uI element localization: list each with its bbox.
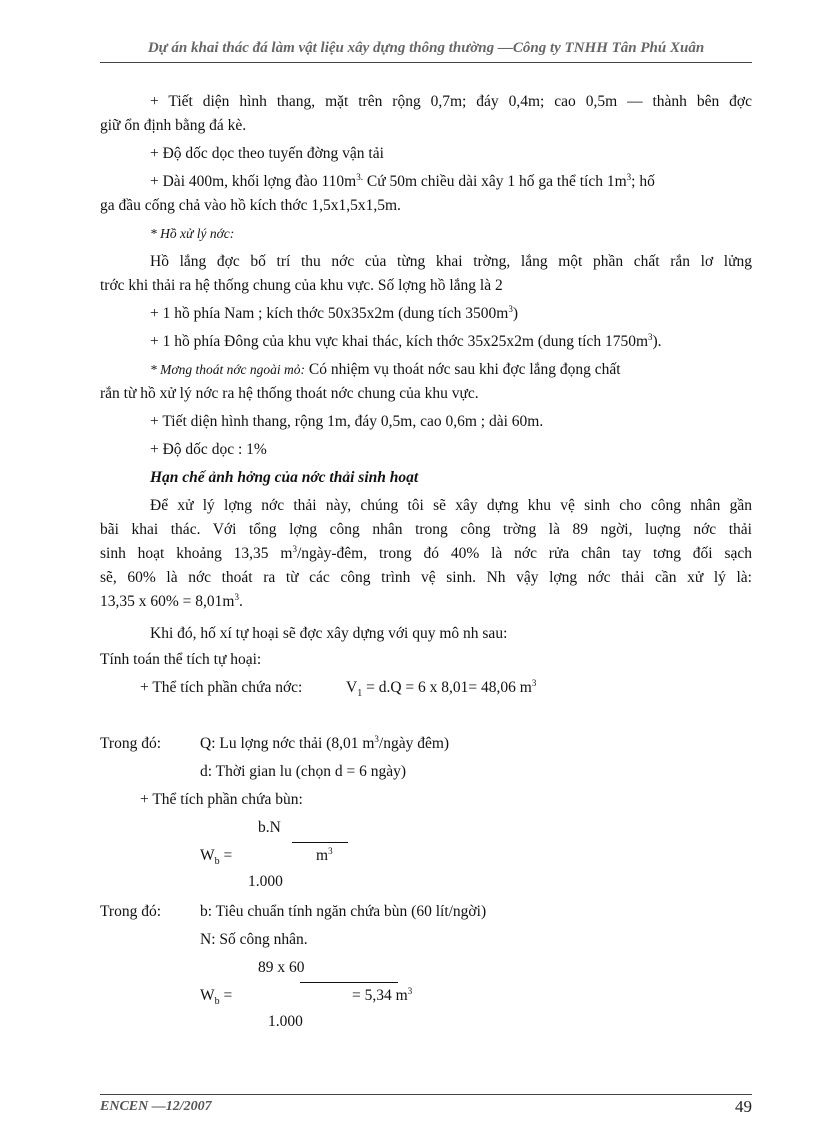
fraction-denominator: 1.000 xyxy=(248,873,283,890)
page-header: Dự án khai thác đá làm vật liệu xây dựng thông thường —Công ty TNHH Tân Phú Xuân xyxy=(147,40,705,56)
fraction-denominator: 1.000 xyxy=(268,1013,303,1030)
para-line: + Dài 400m, khối lợng đào $110m^{3.}$ Cứ 50m chiều dài xây 1 hố ga thể tích $1m^3$; hố xyxy=(150,172,655,190)
section-title: Hạn chế ảnh hởng của nớc thải sinh hoạt xyxy=(150,469,419,486)
where-label: Trong đó: xyxy=(100,735,162,752)
fraction-bar xyxy=(292,842,348,843)
para-line: Tính toán thể tích tự hoại: xyxy=(100,651,262,668)
para-line: sẽ, 60% là nớc thoát ra từ các công trình vệ sinh. Nh vậy lợng nớc thải cần xử lý là: xyxy=(100,569,752,586)
para-line: N: Số công nhân. xyxy=(200,931,308,948)
where-label: Trong đó: xyxy=(100,903,162,920)
para-line: + 1 hồ phía Đông của khu vực khai thác, kích thớc 35x25x2m (dung tích $1750m^3$). xyxy=(150,332,662,350)
para-line: ga đầu cống chả vào hồ kích thớc 1,5x1,5x1,5m. xyxy=(100,197,401,214)
page-number: 49 xyxy=(735,1097,752,1116)
formula-v1: $V_1 = d.Q = 6$ x 8,01= 48,06 $m^3$ xyxy=(346,678,537,700)
para-line: + Tiết diện hình thang, rộng 1m, đáy 0,5m, cao 0,6m ; dài 60m. xyxy=(150,413,544,430)
para-line: giữ ổn định bằng đá kè. xyxy=(100,117,247,134)
section-heading: * Mơng thoát nớc ngoài mỏ: xyxy=(150,362,306,377)
para-line: Khi đó, hố xí tự hoại sẽ đợc xây dựng với quy mô nh sau: xyxy=(150,625,508,642)
para-line: trớc khi thải ra hệ thống chung của khu vực. Số lợng hồ lắng là 2 xyxy=(100,277,503,294)
para-line: + Độ dốc dọc : 1% xyxy=(150,441,267,458)
para-line: Hồ lắng đợc bố trí thu nớc của từng khai trờng, lắng một phần chất rắn lơ lửng xyxy=(150,253,752,270)
para-line: + 1 hồ phía Nam ; kích thớc 50x35x2m (dung tích $3500m^3$) xyxy=(150,304,518,322)
para-line: rắn từ hồ xử lý nớc ra hệ thống thoát nớc chung của khu vực. xyxy=(100,385,479,402)
para-line: + Độ dốc dọc theo tuyến đờng vận tải xyxy=(150,145,384,162)
para-line: * Mơng thoát nớc ngoài mỏ: Có nhiệm vụ thoát nớc sau khi đợc lắng đọng chất xyxy=(150,361,621,378)
para-line: + Thể tích phần chứa bùn: xyxy=(140,791,303,808)
para-line: + Tiết diện hình thang, mặt trên rộng 0,7m; đáy 0,4m; cao 0,5m — thành bên đợc xyxy=(150,93,752,110)
fraction-numerator: b.N xyxy=(258,819,281,836)
footer-label: ENCEN —12/2007 xyxy=(100,1099,212,1114)
section-heading: * Hồ xử lý nớc: xyxy=(150,226,235,241)
para-line: sinh hoạt khoảng 13,35 $m^3/ngày$-đêm, trong đó 40% là nớc rửa chân tay tơng đối sạch xyxy=(100,544,752,562)
para-line: Để xử lý lợng nớc thải này, chúng tôi sẽ xây dựng khu vệ sinh cho công nhân gần xyxy=(150,497,752,514)
formula-unit: $m^3$ xyxy=(316,846,333,864)
formula-result: = 5,34 $m^3$ xyxy=(352,986,413,1004)
footer-rule xyxy=(100,1094,752,1095)
para-line: d: Thời gian lu (chọn d = 6 ngày) xyxy=(200,763,407,780)
header-rule xyxy=(100,62,752,63)
para-line: bãi khai thác. Với tổng lợng công nhân trong công trờng là 89 ngời, luợng nớc thải xyxy=(100,521,752,538)
para-line: b: Tiêu chuẩn tính ngăn chứa bùn (60 lít/ngời) xyxy=(200,903,487,920)
fraction-bar xyxy=(300,982,398,983)
para-line: + Thể tích phần chứa nớc: xyxy=(140,679,303,696)
formula-lhs: $W_b$ = xyxy=(200,847,233,868)
formula-lhs: $W_b$ = xyxy=(200,987,233,1008)
para-line: 13,35 x $60\% = 8,01m^3$. xyxy=(100,592,243,610)
para-line: Q: Lu lợng nớc thải (8,01 $m^3$/ngày đêm) xyxy=(200,734,450,752)
fraction-numerator: 89 x 60 xyxy=(258,959,305,976)
